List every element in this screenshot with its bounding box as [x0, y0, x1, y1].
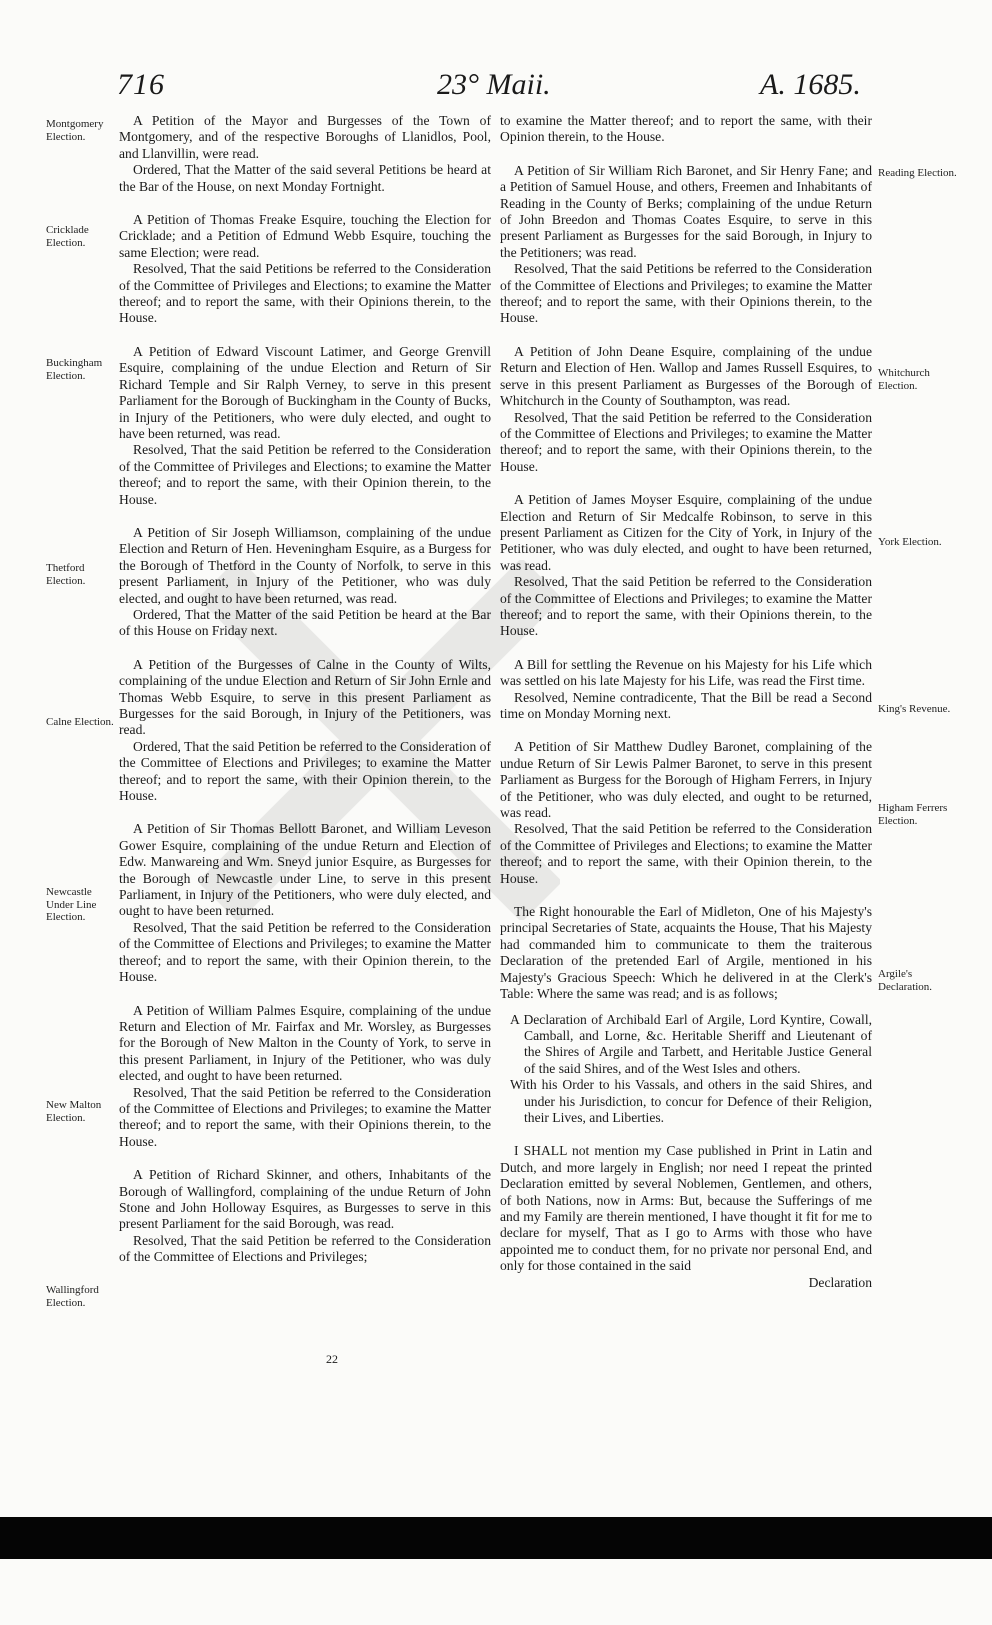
paragraph: Resolved, Nemine contradicente, That the Bill be read a Second time on Monday Morning next.: [500, 689, 872, 721]
side-note-newcastle: Newcastle Under Line Election.: [46, 886, 97, 923]
paragraph: Resolved, That the said Petition be referred to the Consideration of the Committee of Elections and Privileges; to examine the Matter thereof; and to report the same, with their Opinion therein, to the House.: [119, 919, 491, 985]
side-note-montgomery: Montgomery Election.: [46, 118, 104, 143]
declaration-title: A Declaration of Archibald Earl of Argile, Lord Kyntire, Cowall, Camball, and Lorne, &c. Heritable Sheriff and Lieutenant of the Shires of Argile and Tarbett, and Heritable Justice General of the said Shires, and of the West Isles and others.: [510, 1011, 872, 1076]
paragraph: A Petition of Thomas Freake Esquire, touching the Election for Cricklade; and a Petition of Edmund Webb Esquire, touching the same Election; were read.: [119, 212, 491, 260]
paragraph: Ordered, That the Matter of the said Petition be heard at the Bar of this House on Friday next.: [119, 606, 491, 639]
side-note-york: York Election.: [878, 536, 942, 548]
paragraph: A Petition of John Deane Esquire, complaining of the undue Return and Election of Hen. Wallop and James Russell Esquires, to serve in this present Parliament as Burgesses of the Borough of Whitchurch in the County of Southampton, was read.: [500, 343, 872, 409]
side-note-reading: Reading Election.: [878, 167, 957, 179]
paragraph: A Petition of the Burgesses of Calne in the County of Wilts, complaining of the undue Election and Return of Sir John Ernle and Thomas Webb Esquire, to serve in this present Parliament as Burgesses for the said Borough, in Injury of the Petitioners, was read.: [119, 656, 491, 738]
paragraph: Resolved, That the said Petition be referred to the Consideration of the Committee of Elections and Privileges; to examine the Matter thereof; and to report the same, with their Opinions therein, to the House.: [500, 574, 872, 639]
paragraph: A Petition of the Mayor and Burgesses of the Town of Montgomery, and of the respective Boroughs of Llanidlos, Pool, and Llanvillin, were read.: [119, 113, 491, 161]
side-note-whitchurch: Whitchurch Election.: [878, 367, 930, 392]
paragraph: to examine the Matter thereof; and to report the same, with their Opinion therein, to the House.: [500, 113, 872, 145]
page-number: 716: [117, 68, 165, 101]
paragraph: A Petition of Sir Joseph Williamson, complaining of the undue Election and Return of Hen. Heveningham Esquire, as a Burgess for the Borough of Thetford in the County of Norfolk, to serve in this present Parliament, in Injury of the Petitioner, who was duly elected, and ought to have been returned, was read.: [119, 524, 491, 606]
paragraph: Resolved, That the said Petition be referred to the Consideration of the Committee of Elections and Privileges;: [119, 1232, 491, 1265]
paragraph: Ordered, That the said Petition be referred to the Consideration of the Committee of Elections and Privileges; to examine the Matter thereof; and to report the same, with their Opinion therein, to the House.: [119, 738, 491, 804]
side-note-wallingford: Wallingford Election.: [46, 1284, 99, 1309]
paragraph: Resolved, That the said Petitions be referred to the Consideration of the Committee of Elections and Privileges; to examine the Matter thereof; and to report the same, with their Opinions therein, to the House.: [500, 261, 872, 326]
side-note-thetford: Thetford Election.: [46, 562, 86, 587]
side-note-higham-ferrers: Higham Ferrers Election.: [878, 802, 948, 827]
paragraph: A Petition of Sir Matthew Dudley Baronet, complaining of the undue Return of Sir Lewis Palmer Baronet, to serve in this present Parliament as Burgess for the Borough of Higham Ferrers, in Injury of the Petitioner, who was duly elected, and ought to be returned, was read.: [500, 739, 872, 821]
paragraph: I SHALL not mention my Case published in Print in Latin and Dutch, and more largely in English; nor need I repeat the printed Declaration emitted by several Noblemen, Gentlemen, and others, of both Nations, now in Arms: But, because the Sufferings of me and my Family are therein mentioned, I have thought it fit for me to declare for myself, That as I go to Arms with those who have appointed me to conduct them, for no private nor personal End, and only for those contained in the said: [500, 1143, 872, 1274]
side-note-buckingham: Buckingham Election.: [46, 357, 103, 382]
side-note-kings-revenue: King's Revenue.: [878, 703, 951, 715]
side-note-new-malton: New Malton Election.: [46, 1099, 102, 1124]
paragraph: Resolved, That the said Petition be referred to the Consideration of the Committee of Elections and Privileges; to examine the Matter thereof; and to report the same, with their Opinions therein, to the House.: [500, 409, 872, 474]
paragraph: Resolved, That the said Petition be referred to the Consideration of the Committee of Privileges and Elections; to examine the Matter thereof; and to report the same, with their Opinion therein, to the House.: [119, 442, 491, 507]
declaration-subtitle: With his Order to his Vassals, and others in the said Shires, and under his Jurisdiction, to concur for Defence of their Religion, their Lives, and Liberties.: [510, 1077, 872, 1125]
paragraph: The Right honourable the Earl of Midleton, One of his Majesty's principal Secretaries of State, acquaints the House, That his Majesty had commanded him to communicate to them the traiterous Declaration of the pretended Earl of Argile, mentioned in his Majesty's Gracious Speech: Which he delivered in at the Clerk's Table: Where the same was read; and is as follows;: [500, 904, 872, 1002]
paragraph: Resolved, That the said Petition be referred to the Consideration of the Committee of Privileges and Elections; to examine the Matter thereof; and to report the same, with their Opinion therein, to the House.: [500, 821, 872, 886]
right-column: [500, 113, 872, 1291]
scan-border-bar: [0, 1517, 992, 1559]
catchword: Declaration: [808, 1274, 872, 1290]
paragraph: A Petition of Sir Thomas Bellott Baronet, and William Leveson Gower Esquire, complaining of the undue Return and Election of Edw. Manwareing and Wm. Sneyd junior Esquire, as Burgesses for the Borough of Newcastle under Line, to serve in this present Parliament, in Injury of the Petitioners, who were duly elected, and ought to have been returned.: [119, 821, 491, 919]
paragraph: A Petition of Sir William Rich Baronet, and Sir Henry Fane; and a Petition of Samuel House, and others, Freemen and Inhabitants of Reading in the County of Berks; complaining of the undue Return of John Breedon and Thomas Coates Esquire, to serve in this present Parliament as Burgesses for the said Borough, in Injury to the Petitioners; was read.: [500, 162, 872, 260]
paragraph: Ordered, That the Matter of the said several Petitions be heard at the Bar of the House, on next Monday Fortnight.: [119, 162, 491, 194]
paragraph: A Petition of Edward Viscount Latimer, and George Grenvill Esquire, complaining of the undue Election and Return of Sir Richard Temple and Sir Ralph Verney, to serve in this present Parliament for the Borough of Buckingham in the County of Bucks, in Injury of the Petitioners, who were duly elected, and ought to have been returned, was read.: [119, 343, 491, 441]
paragraph: A Petition of James Moyser Esquire, complaining of the undue Election and Return of Sir Medcalfe Robinson, to serve in this present Parliament as Citizen for the City of York, in Injury of the Petitioner, who was duly elected, and ought to have been returned, was read.: [500, 492, 872, 573]
page-header: [0, 68, 992, 108]
paragraph: A Petition of Richard Skinner, and others, Inhabitants of the Borough of Wallingford, complaining of the undue Return of John Stone and John Holloway Esquires, as Burgesses to serve in this present Parliament for the said Borough, was read.: [119, 1167, 491, 1232]
paragraph: A Bill for settling the Revenue on his Majesty for his Life which was settled on his late Majesty for his Life, was read the First time.: [500, 656, 872, 689]
date-heading: 23° Maii.: [437, 68, 551, 101]
side-note-cricklade: Cricklade Election.: [46, 224, 89, 249]
left-column: [119, 113, 491, 1266]
paragraph: Resolved, That the said Petition be referred to the Consideration of the Committee of Elections and Privileges; to examine the Matter thereof; and to report the same, with their Opinions therein, to the House.: [119, 1084, 491, 1149]
side-note-argiles-declaration: Argile's Declaration.: [878, 968, 933, 993]
side-note-calne: Calne Election.: [46, 716, 114, 728]
signature-mark: 22: [326, 1352, 338, 1366]
paragraph: Resolved, That the said Petitions be referred to the Consideration of the Committee of Privileges and Elections; to examine the Matter thereof; and to report the same, with their Opinions therein, to the House.: [119, 261, 491, 326]
paragraph: A Petition of William Palmes Esquire, complaining of the undue Return and Election of Mr. Fairfax and Mr. Worsley, as Burgesses for the Borough of New Malton in the County of York, to serve in this present Parliament, in Injury of the Petitioner, who was duly elected, and ought to have been returned.: [119, 1002, 491, 1084]
year-heading: A. 1685.: [760, 68, 861, 101]
